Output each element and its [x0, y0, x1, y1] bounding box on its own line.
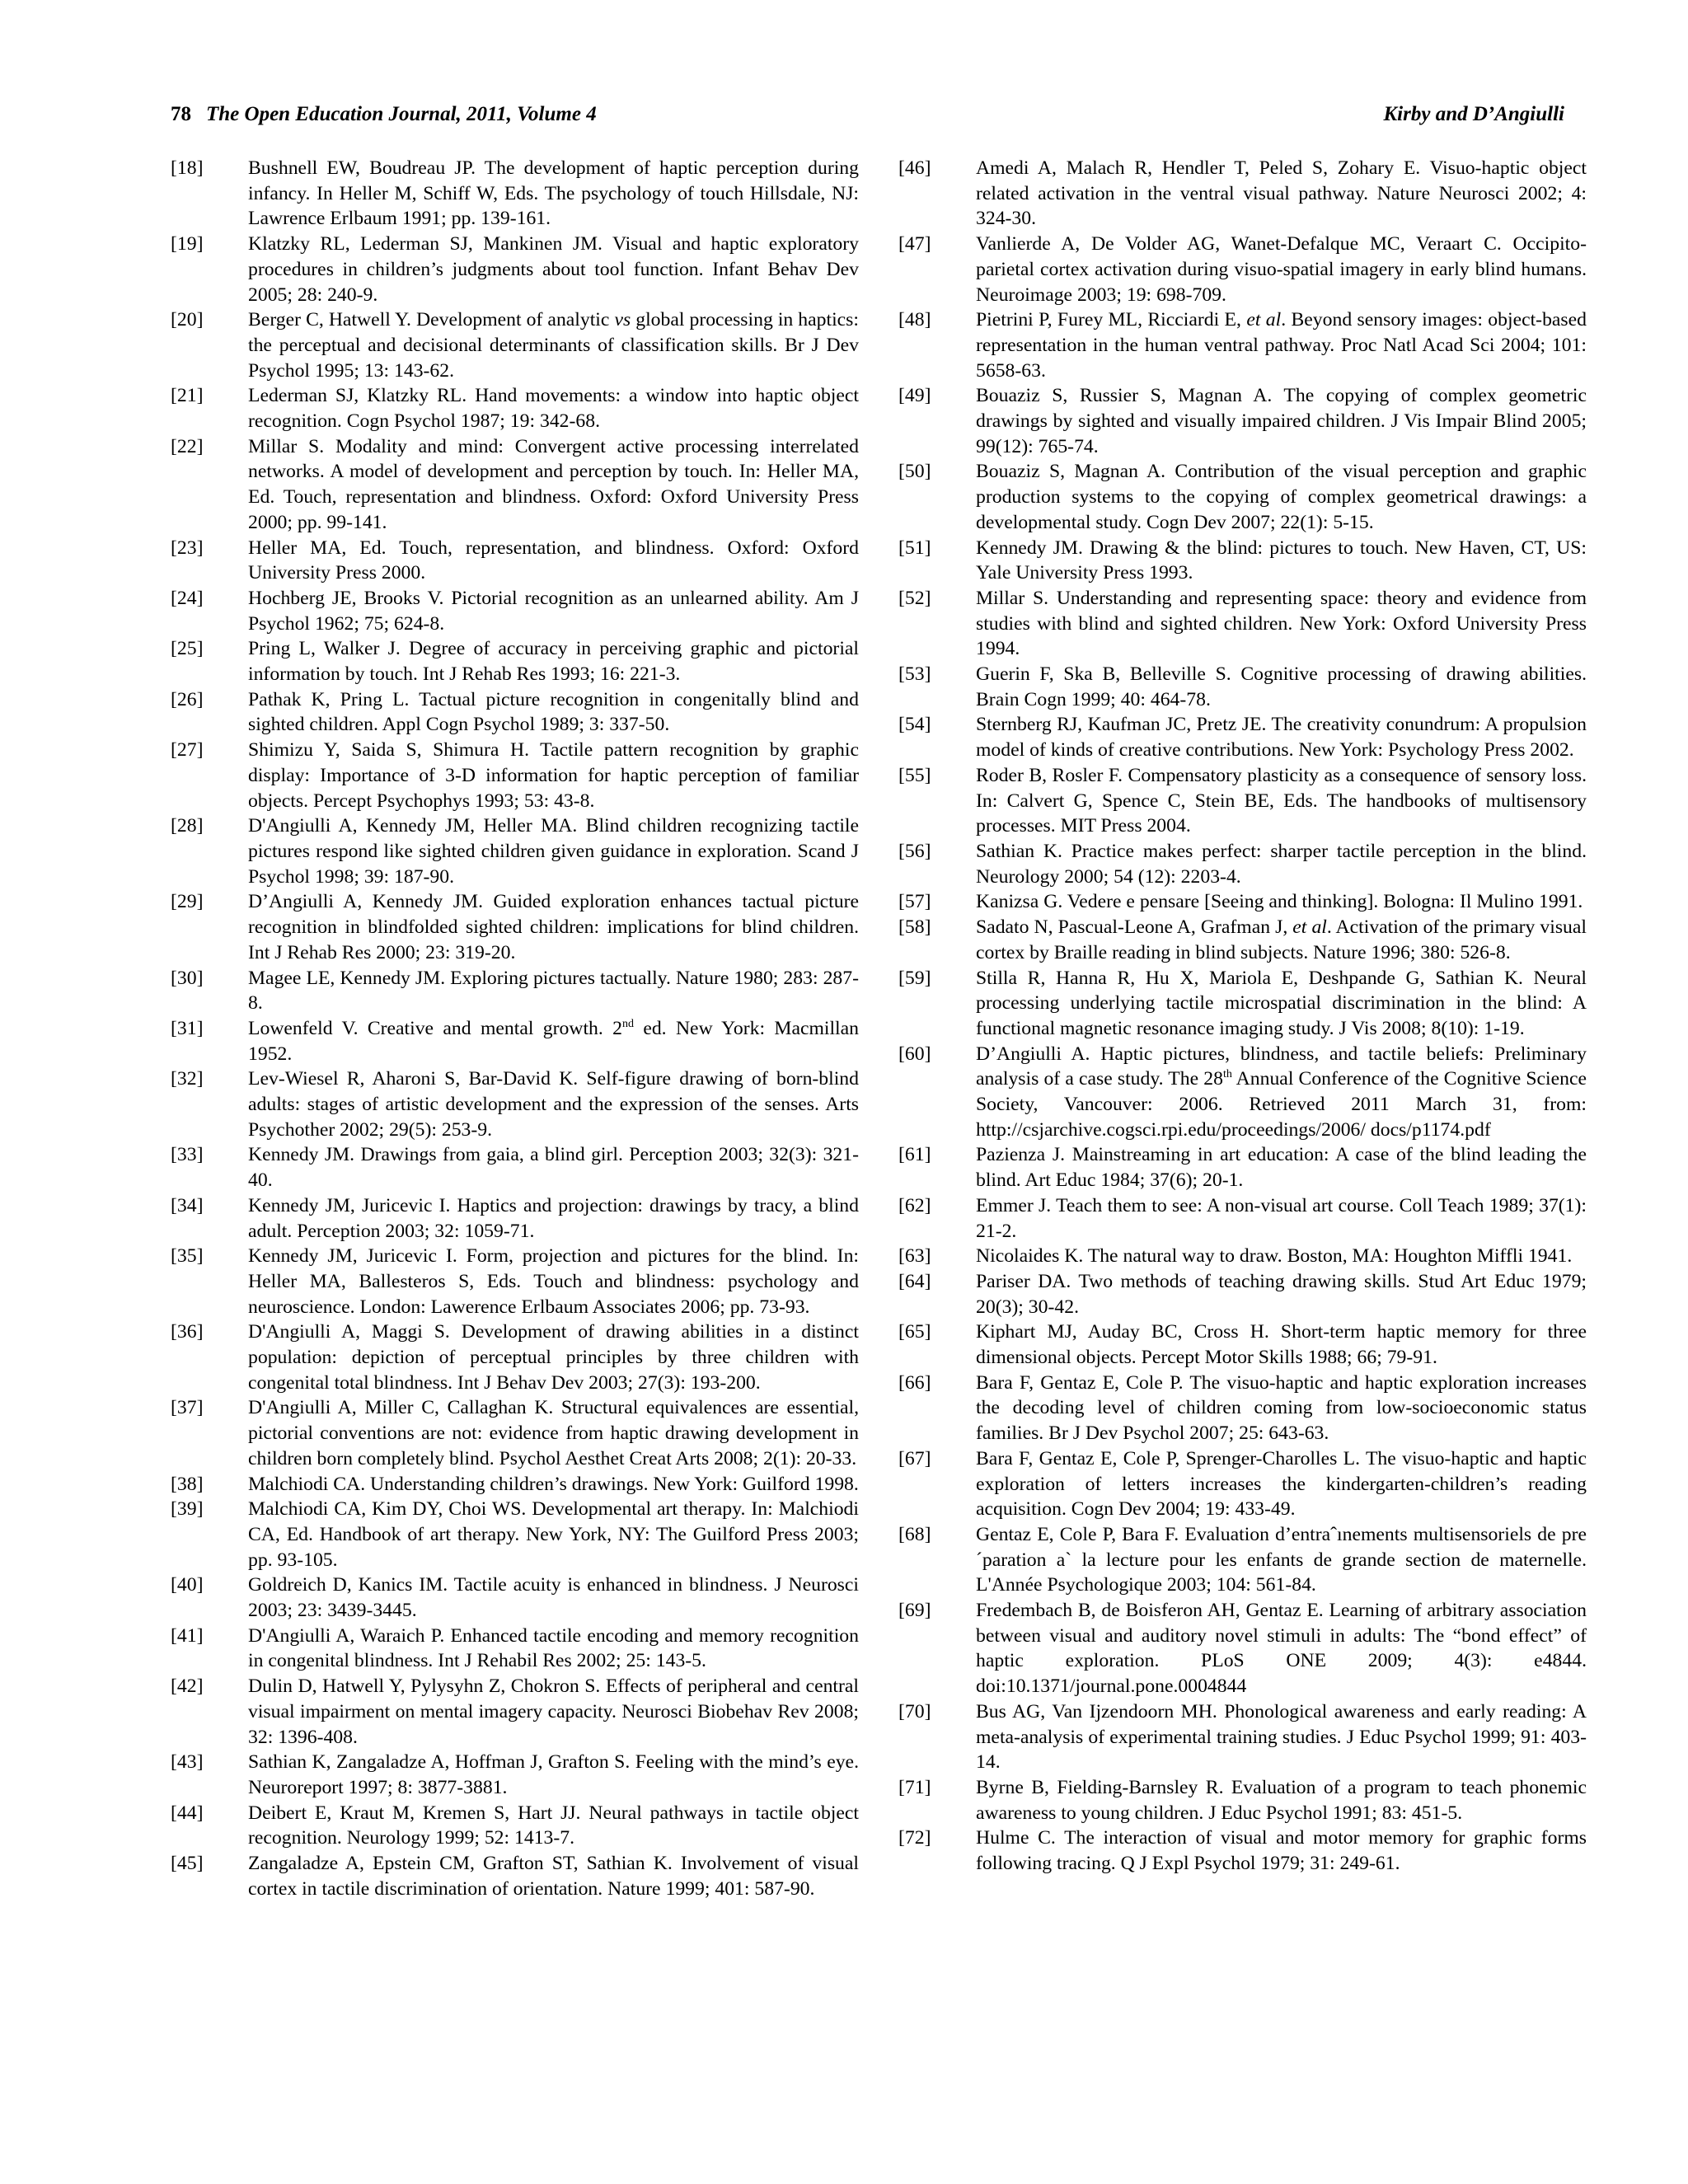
- reference-text: Bara F, Gentaz E, Cole P. The visuo-haptic and haptic exploration increases the decoding level of children coming from low-socioeconomic status families. Br J Dev Psychol 2007; 25: 643-63.: [976, 1371, 1587, 1445]
- reference-text-part: . Activation of the primary visual cortex by Braille reading in blind subjects. Nature 1996; 380: 526-8.: [976, 916, 1587, 963]
- reference-entry: [171, 1801, 859, 1851]
- references-right-column: [898, 156, 1587, 1877]
- reference-text: Kennedy JM. Drawing & the blind: pictures to touch. New Haven, CT, US: Yale University Press 1993.: [976, 537, 1587, 584]
- reference-text-part: ed. New York: Macmillan 1952.: [248, 1017, 859, 1065]
- reference-number: [64]: [898, 1270, 931, 1292]
- reference-number: [51]: [898, 537, 931, 559]
- reference-italic: vs: [614, 309, 631, 331]
- reference-text: D’Angiulli A, Kennedy JM. Guided exploration enhances tactual picture recognition in blindfolded sighted children: implications for blind children. Int J Rehab Res 2000; 23: 319-20.: [248, 891, 859, 963]
- reference-text: Millar S. Understanding and representing space: theory and evidence from studies with blind and sighted children. New York: Oxford University Press 1994.: [976, 587, 1587, 660]
- reference-text-part: . Beyond sensory images: object-based representation in the human ventral pathway. Proc Natl Acad Sci 2004; 101: 5658-63.: [976, 309, 1587, 382]
- reference-text: Kennedy JM. Drawings from gaia, a blind girl. Perception 2003; 32(3): 321-40.: [248, 1144, 859, 1192]
- reference-number: [25]: [171, 638, 204, 660]
- reference-entry: [898, 966, 1587, 1042]
- reference-entry: [898, 1142, 1587, 1193]
- reference-number: [54]: [898, 714, 931, 736]
- reference-entry: [898, 459, 1587, 535]
- reference-text-part: Lowenfeld V. Creative and mental growth. 2: [248, 1017, 622, 1039]
- reference-entry: [171, 1193, 859, 1244]
- reference-number: [63]: [898, 1245, 931, 1268]
- reference-entry: [171, 1497, 859, 1572]
- reference-text: Heller MA, Ed. Touch, representation, and blindness. Oxford: Oxford University Press 2000.: [248, 537, 859, 584]
- reference-entry: [171, 813, 859, 889]
- reference-text: Magee LE, Kennedy JM. Exploring pictures tactually. Nature 1980; 283: 287-8.: [248, 967, 859, 1015]
- reference-text-part: Pietrini P, Furey ML, Ricciardi E,: [976, 309, 1247, 331]
- reference-entry: [171, 738, 859, 813]
- reference-text: Fredembach B, de Boisferon AH, Gentaz E. Learning of arbitrary association between visual and auditory novel stimuli in adults: The “bond effect” of haptic exploration. PLoS ONE 2009; 4(3): e4844. doi:10.1371/journal.pone.0004844: [976, 1600, 1587, 1698]
- reference-number: [53]: [898, 663, 931, 686]
- reference-number: [39]: [171, 1498, 204, 1521]
- reference-entry: [171, 1674, 859, 1750]
- reference-entry: [171, 1750, 859, 1800]
- reference-number: [65]: [898, 1321, 931, 1343]
- reference-number: [68]: [898, 1523, 931, 1545]
- reference-text: Amedi A, Malach R, Hendler T, Peled S, Zohary E. Visuo-haptic object related activation in the ventral visual pathway. Nature Neurosci 2002; 4: 324-30.: [976, 157, 1587, 230]
- reference-entry: [171, 1472, 859, 1497]
- reference-entry: [171, 1395, 859, 1471]
- reference-number: [43]: [171, 1751, 204, 1774]
- reference-text: [248, 307, 859, 383]
- reference-text: Millar S. Modality and mind: Convergent active processing interrelated networks. A model of development and perception by touch. In: Heller MA, Ed. Touch, representation and blindness. Oxford: Oxford University Press 2000; pp. 99-141.: [248, 435, 859, 533]
- reference-number: [20]: [171, 309, 204, 331]
- reference-entry: [898, 915, 1587, 965]
- reference-text: Guerin F, Ska B, Belleville S. Cognitive processing of drawing abilities. Brain Cogn 1999; 40: 464-78.: [976, 663, 1587, 710]
- reference-entry: [171, 889, 859, 965]
- reference-entry: [171, 966, 859, 1016]
- references-left-column: [171, 156, 859, 1902]
- reference-number: [72]: [898, 1827, 931, 1849]
- reference-number: [55]: [898, 764, 931, 786]
- reference-entry: [171, 156, 859, 232]
- reference-number: [47]: [898, 233, 931, 255]
- reference-text-part: Berger C, Hatwell Y. Development of analytic: [248, 309, 615, 331]
- reference-number: [57]: [898, 891, 931, 913]
- reference-number: [70]: [898, 1700, 931, 1722]
- reference-text: Deibert E, Kraut M, Kremen S, Hart JJ. Neural pathways in tactile object recognition. Neurology 1999; 52: 1413-7.: [248, 1802, 859, 1849]
- reference-entry: [898, 1042, 1587, 1143]
- reference-entry: [898, 1193, 1587, 1244]
- reference-text: Pring L, Walker J. Degree of accuracy in perceiving graphic and pictorial information by touch. Int J Rehab Res 1993; 16: 221-3.: [248, 638, 859, 686]
- journal-title: The Open Education Journal, 2011, Volume 4: [206, 103, 597, 125]
- reference-entry: [898, 1775, 1587, 1825]
- reference-number: [26]: [171, 688, 204, 710]
- reference-number: [59]: [898, 967, 931, 989]
- reference-text: Malchiodi CA, Kim DY, Choi WS. Developmental art therapy. In: Malchiodi CA, Ed. Handbook of art therapy. New York, NY: The Guilford Press 2003; pp. 93-105.: [248, 1498, 859, 1571]
- reference-entry: [898, 156, 1587, 232]
- reference-entry: [898, 586, 1587, 662]
- reference-entry: [171, 1066, 859, 1142]
- reference-text: D'Angiulli A, Maggi S. Development of drawing abilities in a distinct population: depiction of perceptual principles by three children with congenital total blindness. Int J Behav Dev 2003; 27(3): 193-200.: [248, 1321, 859, 1394]
- reference-number: [46]: [898, 157, 931, 179]
- reference-number: [60]: [898, 1043, 931, 1065]
- reference-text: [248, 1016, 859, 1066]
- reference-entry: [171, 1319, 859, 1395]
- reference-number: [31]: [171, 1017, 204, 1039]
- reference-number: [49]: [898, 385, 931, 407]
- reference-number: [23]: [171, 537, 204, 559]
- reference-number: [21]: [171, 385, 204, 407]
- reference-number: [36]: [171, 1321, 204, 1343]
- reference-italic: et al: [1246, 309, 1282, 331]
- reference-text: Bouaziz S, Magnan A. Contribution of the visual perception and graphic production systems to the copying of complex geometrical drawings: a developmental study. Cogn Dev 2007; 22(1): 5-15.: [976, 461, 1587, 533]
- reference-text: Kennedy JM, Juricevic I. Haptics and projection: drawings by tracy, a blind adult. Perception 2003; 32: 1059-71.: [248, 1194, 859, 1242]
- reference-number: [22]: [171, 435, 204, 457]
- reference-entry: [171, 1244, 859, 1319]
- reference-text-part: Annual Conference of the Cognitive Science Society, Vancouver: 2006. Retrieved 2011 March 31, from: http://csjarchive.cogsci.rpi.edu/proceedings/2006/ docs/p1174.pdf: [976, 1068, 1587, 1141]
- reference-entry: [898, 1371, 1587, 1446]
- reference-entry: [898, 383, 1587, 459]
- reference-text: Kanizsa G. Vedere e pensare [Seeing and thinking]. Bologna: Il Mulino 1991.: [976, 891, 1583, 913]
- reference-text: Dulin D, Hatwell Y, Pylysyhn Z, Chokron S. Effects of peripheral and central visual impairment on mental imagery capacity. Neurosci Biobehav Rev 2008; 32: 1396-408.: [248, 1675, 859, 1748]
- reference-number: [52]: [898, 587, 931, 609]
- reference-text: Zangaladze A, Epstein CM, Grafton ST, Sathian K. Involvement of visual cortex in tactile discrimination of orientation. Nature 1999; 401: 587-90.: [248, 1853, 859, 1900]
- reference-number: [61]: [898, 1144, 931, 1166]
- reference-entry: [898, 307, 1587, 383]
- reference-number: [32]: [171, 1068, 204, 1090]
- reference-text: Emmer J. Teach them to see: A non-visual art course. Coll Teach 1989; 37(1): 21-2.: [976, 1194, 1587, 1242]
- reference-text: Klatzky RL, Lederman SJ, Mankinen JM. Visual and haptic exploratory procedures in children’s judgments about tool function. Infant Behav Dev 2005; 28: 240-9.: [248, 233, 859, 306]
- reference-text-part: D’Angiulli A. Haptic pictures, blindness, and tactile beliefs: Preliminary analysis of a case study. The 28: [976, 1043, 1587, 1090]
- reference-text: Nicolaides K. The natural way to draw. Boston, MA: Houghton Miffli 1941.: [976, 1245, 1573, 1268]
- reference-entry: [171, 1142, 859, 1193]
- reference-text: Bara F, Gentaz E, Cole P, Sprenger-Charolles L. The visuo-haptic and haptic exploration of letters increases the kindergarten-children’s reading acquisition. Cogn Dev 2004; 19: 433-49.: [976, 1447, 1587, 1521]
- reference-entry: [171, 1624, 859, 1674]
- running-authors: Kirby and D’Angiulli: [1383, 103, 1564, 125]
- reference-number: [44]: [171, 1802, 204, 1824]
- reference-number: [37]: [171, 1397, 204, 1419]
- reference-text: Sathian K, Zangaladze A, Hoffman J, Grafton S. Feeling with the mind’s eye. Neuroreport 1997; 8: 3877-3881.: [248, 1751, 859, 1798]
- reference-text-part: Sadato N, Pascual-Leone A, Grafman J,: [976, 916, 1293, 939]
- reference-text: Stilla R, Hanna R, Hu X, Mariola E, Deshpande G, Sathian K. Neural processing underlying tactile microspatial discrimination in the blind: A functional magnetic resonance imaging study. J Vis 2008; 8(10): 1-19.: [976, 967, 1587, 1039]
- reference-number: [69]: [898, 1600, 931, 1622]
- reference-text: Vanlierde A, De Volder AG, Wanet-Defalque MC, Veraart C. Occipito-parietal cortex activation during visuo-spatial imagery in early blind humans. Neuroimage 2003; 19: 698-709.: [976, 233, 1587, 306]
- reference-number: [35]: [171, 1245, 204, 1268]
- reference-entry: [171, 1851, 859, 1901]
- reference-text-part: global processing in haptics: the perceptual and decisional determinants of classification skills. Br J Dev Psychol 1995; 13: 143-62.: [248, 309, 859, 382]
- reference-number: [28]: [171, 815, 204, 837]
- reference-number: [38]: [171, 1473, 204, 1495]
- reference-text: Kennedy JM, Juricevic I. Form, projection and pictures for the blind. In: Heller MA, Ballesteros S, Eds. Touch and blindness: psychology and neuroscience. London: Lawerence Erlbaum Associates 2006; pp. 73-93.: [248, 1245, 859, 1318]
- reference-number: [66]: [898, 1371, 931, 1394]
- reference-number: [48]: [898, 309, 931, 331]
- reference-text: Bushnell EW, Boudreau JP. The development of haptic perception during infancy. In Heller M, Schiff W, Eds. The psychology of touch Hillsdale, NJ: Lawrence Erlbaum 1991; pp. 139-161.: [248, 157, 859, 230]
- reference-text: Sathian K. Practice makes perfect: sharper tactile perception in the blind. Neurology 2000; 54 (12): 2203-4.: [976, 840, 1587, 888]
- reference-entry: [171, 1572, 859, 1623]
- reference-number: [40]: [171, 1574, 204, 1596]
- reference-entry: [171, 536, 859, 586]
- page-number: 78: [171, 103, 191, 125]
- reference-entry: [898, 1598, 1587, 1699]
- reference-text: Roder B, Rosler F. Compensatory plasticity as a consequence of sensory loss. In: Calvert G, Spence C, Stein BE, Eds. The handbooks of multisensory processes. MIT Press 2004.: [976, 764, 1587, 837]
- reference-number: [19]: [171, 233, 204, 255]
- reference-text: Hochberg JE, Brooks V. Pictorial recognition as an unlearned ability. Am J Psychol 1962; 75; 624-8.: [248, 587, 859, 635]
- reference-text: Malchiodi CA. Understanding children’s drawings. New York: Guilford 1998.: [248, 1473, 859, 1495]
- reference-text: Byrne B, Fielding-Barnsley R. Evaluation of a program to teach phonemic awareness to young children. J Educ Psychol 1991; 83: 451-5.: [976, 1777, 1587, 1824]
- reference-superscript: th: [1222, 1068, 1232, 1081]
- reference-entry: [898, 763, 1587, 839]
- reference-number: [30]: [171, 967, 204, 989]
- reference-number: [42]: [171, 1675, 204, 1698]
- reference-entry: [171, 687, 859, 738]
- reference-entry: [898, 662, 1587, 712]
- reference-number: [18]: [171, 157, 204, 179]
- reference-text: Shimizu Y, Saida S, Shimura H. Tactile pattern recognition by graphic display: Importance of 3-D information for haptic perception of familiar objects. Percept Psychophys 1993; 53: 43-8.: [248, 739, 859, 812]
- reference-entry: [898, 712, 1587, 762]
- reference-number: [58]: [898, 916, 931, 939]
- reference-number: [45]: [171, 1853, 204, 1875]
- reference-italic: et al: [1292, 916, 1327, 939]
- reference-entry: [898, 1699, 1587, 1775]
- reference-entry: [898, 889, 1587, 915]
- reference-entry: [898, 536, 1587, 586]
- reference-text: [976, 1042, 1587, 1143]
- reference-number: [50]: [898, 461, 931, 483]
- reference-entry: [898, 1825, 1587, 1876]
- reference-text: Pazienza J. Mainstreaming in art education: A case of the blind leading the blind. Art Educ 1984; 37(6); 20-1.: [976, 1144, 1587, 1192]
- reference-entry: [171, 307, 859, 383]
- reference-superscript: nd: [621, 1018, 634, 1031]
- reference-number: [34]: [171, 1194, 204, 1216]
- reference-text: Bus AG, Van Ijzendoorn MH. Phonological awareness and early reading: A meta-analysis of experimental training studies. J Educ Psychol 1999; 91: 403-14.: [976, 1700, 1587, 1774]
- reference-text: [976, 915, 1587, 965]
- reference-number: [24]: [171, 587, 204, 609]
- reference-entry: [898, 1319, 1587, 1370]
- reference-entry: [898, 1269, 1587, 1319]
- reference-text: Hulme C. The interaction of visual and motor memory for graphic forms following tracing. Q J Expl Psychol 1979; 31: 249-61.: [976, 1827, 1587, 1875]
- reference-text: Sternberg RJ, Kaufman JC, Pretz JE. The creativity conundrum: A propulsion model of kinds of creative contributions. New York: Psychology Press 2002.: [976, 714, 1587, 762]
- reference-text: Gentaz E, Cole P, Bara F. Evaluation d’entraˆınements multisensoriels de pre´paration a` la lecture pour les enfants de grande section de maternelle. L'Année Psychologique 2003; 104: 561-84.: [976, 1523, 1587, 1596]
- reference-entry: [171, 586, 859, 636]
- reference-entry: [898, 1522, 1587, 1598]
- reference-text: Lev-Wiesel R, Aharoni S, Bar-David K. Self-figure drawing of born-blind adults: stages of artistic development and the expression of the senses. Arts Psychother 2002; 29(5): 253-9.: [248, 1068, 859, 1141]
- reference-text: Kiphart MJ, Auday BC, Cross H. Short-term haptic memory for three dimensional objects. Percept Motor Skills 1988; 66; 79-91.: [976, 1321, 1587, 1369]
- reference-text: D'Angiulli A, Waraich P. Enhanced tactile encoding and memory recognition in congenital blindness. Int J Rehabil Res 2002; 25: 143-5.: [248, 1624, 859, 1672]
- reference-entry: [171, 383, 859, 434]
- running-header: [171, 102, 1564, 127]
- reference-number: [41]: [171, 1624, 204, 1647]
- reference-entry: [898, 1446, 1587, 1522]
- reference-number: [71]: [898, 1777, 931, 1798]
- reference-entry: [171, 232, 859, 307]
- reference-text: Lederman SJ, Klatzky RL. Hand movements: a window into haptic object recognition. Cogn Psychol 1987; 19: 342-68.: [248, 385, 859, 433]
- reference-text: D'Angiulli A, Kennedy JM, Heller MA. Blind children recognizing tactile pictures respond like sighted children given guidance in exploration. Scand J Psychol 1998; 39: 187-90.: [248, 815, 859, 888]
- reference-number: [29]: [171, 891, 204, 913]
- reference-text: Bouaziz S, Russier S, Magnan A. The copying of complex geometric drawings by sighted and visually impaired children. J Vis Impair Blind 2005; 99(12): 765-74.: [976, 385, 1587, 457]
- reference-text: Pathak K, Pring L. Tactual picture recognition in congenitally blind and sighted children. Appl Cogn Psychol 1989; 3: 337-50.: [248, 688, 859, 736]
- reference-text: Goldreich D, Kanics IM. Tactile acuity is enhanced in blindness. J Neurosci 2003; 23: 3439-3445.: [248, 1574, 859, 1622]
- reference-number: [56]: [898, 840, 931, 862]
- reference-number: [62]: [898, 1194, 931, 1216]
- reference-number: [27]: [171, 739, 204, 762]
- reference-number: [33]: [171, 1144, 204, 1166]
- reference-entry: [171, 434, 859, 536]
- reference-text: Pariser DA. Two methods of teaching drawing skills. Stud Art Educ 1979; 20(3); 30-42.: [976, 1270, 1587, 1318]
- reference-text: D'Angiulli A, Miller C, Callaghan K. Structural equivalences are essential, pictorial conventions are not: evidence from haptic drawing development in children born completely blind. Psychol Aesthet Creat Arts 2008; 2(1): 20-33.: [248, 1397, 859, 1469]
- reference-number: [67]: [898, 1447, 931, 1469]
- reference-entry: [898, 839, 1587, 889]
- reference-entry: [898, 1244, 1587, 1269]
- reference-text: [976, 307, 1587, 383]
- reference-entry: [171, 1016, 859, 1066]
- reference-entry: [171, 636, 859, 687]
- reference-entry: [898, 232, 1587, 307]
